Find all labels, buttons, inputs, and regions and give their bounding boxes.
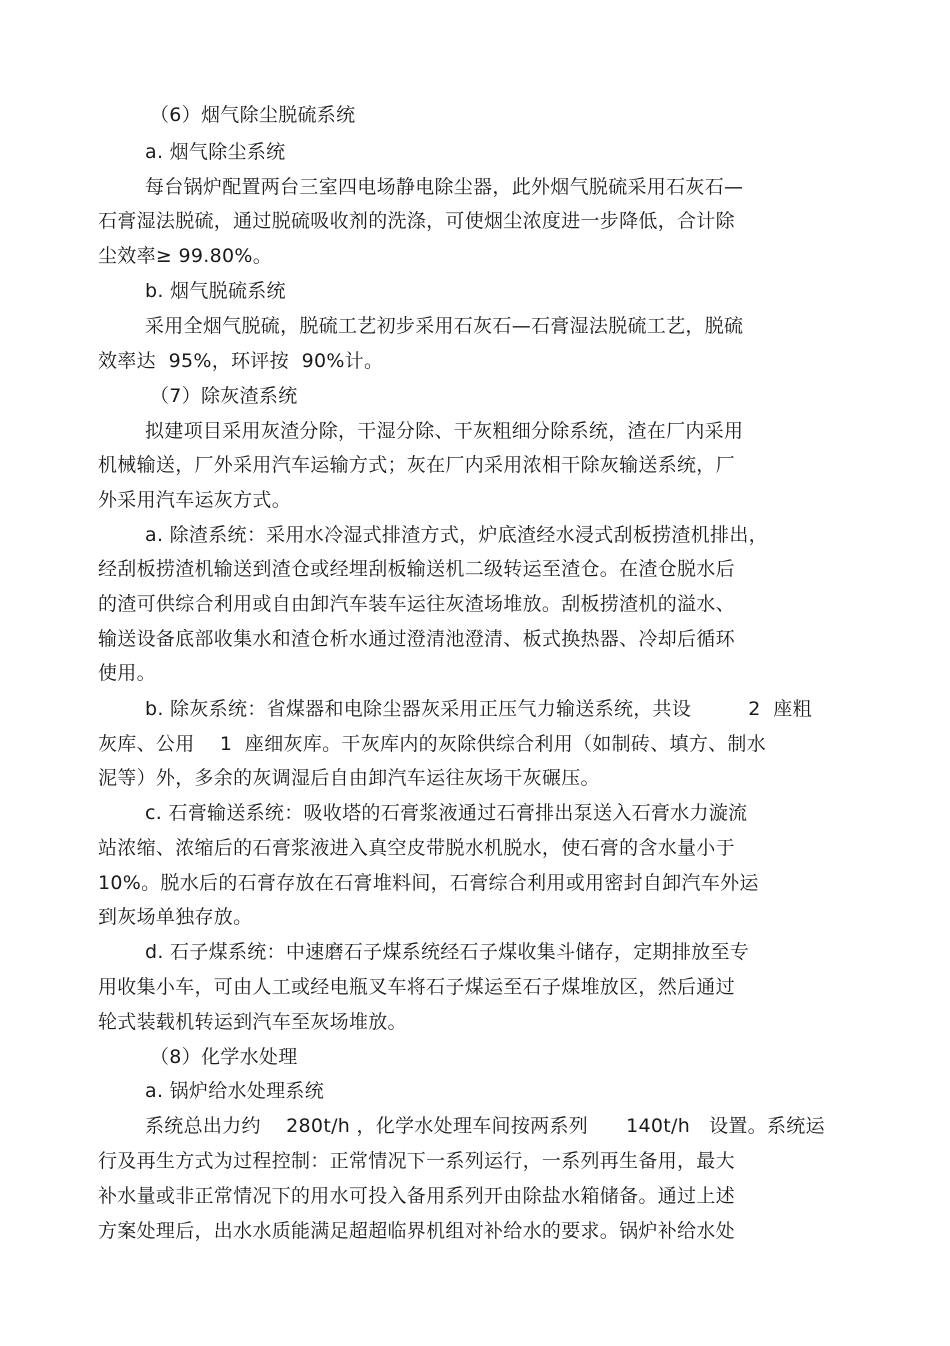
paragraph-line: 每台锅炉配置两台三室四电场静电除尘器，此外烟气脱硫采用石灰石—: [145, 176, 744, 198]
paragraph-line: 经刮板捞渣机输送到渣仓或经埋刮板输送机二级转运至渣仓。在渣仓脱水后: [98, 558, 735, 580]
paragraph-line: 拟建项目采用灰渣分除，干湿分除、干灰粗细分除系统，渣在厂内采用: [145, 420, 744, 442]
paragraph-line: 站浓缩、浓缩后的石膏浆液进入真空皮带脱水机脱水，使石膏的含水量小于: [98, 837, 735, 859]
paragraph-line: d. 石子煤系统：中速磨石子煤系统经石子煤收集斗储存，定期排放至专: [145, 941, 750, 963]
paragraph-line: 使用。: [98, 662, 156, 684]
paragraph-line: 尘效率≥ 99.80%。: [98, 245, 273, 267]
section-heading-6: （6）烟气除尘脱硫系统: [150, 104, 356, 126]
section-heading-7: （7）除灰渣系统: [150, 385, 298, 407]
paragraph-line: 石膏湿法脱硫，通过脱硫吸收剂的洗涤，可使烟尘浓度进一步降低，合计除: [98, 210, 735, 232]
paragraph-line: 输送设备底部收集水和渣仓析水通过澄清池澄清、板式换热器、冷却后循环: [98, 628, 735, 650]
paragraph-line: 效率达 95%，环评按 90%计。: [98, 350, 384, 372]
paragraph-line: 灰库、公用 1 座细灰库。干灰库内的灰除供综合利用（如制砖、填方、制水: [98, 733, 767, 755]
paragraph-line: 行及再生方式为过程控制：正常情况下一系列运行，一系列再生备用，最大: [98, 1150, 735, 1172]
paragraph-line: 采用全烟气脱硫，脱硫工艺初步采用石灰石—石膏湿法脱硫工艺，脱硫: [145, 315, 744, 337]
paragraph-line: b. 除灰系统：省煤器和电除尘器灰采用正压气力输送系统，共设 2 座粗: [145, 698, 812, 720]
paragraph-line: 的渣可供综合利用或自由卸汽车装车运往灰渣场堆放。刮板捞渣机的溢水、: [98, 593, 735, 615]
subheading-dust-removal: a. 烟气除尘系统: [145, 141, 286, 163]
paragraph-line: 泥等）外，多余的灰调湿后自由卸汽车运往灰场干灰碾压。: [98, 767, 600, 789]
subheading-boiler-water: a. 锅炉给水处理系统: [145, 1080, 325, 1102]
paragraph-line: 轮式装载机转运到汽车至灰场堆放。: [98, 1011, 407, 1033]
paragraph-line: 方案处理后，出水水质能满足超超临界机组对补给水的要求。锅炉补给水处: [98, 1220, 735, 1242]
section-heading-8: （8）化学水处理: [150, 1046, 298, 1068]
paragraph-line: 到灰场单独存放。: [98, 906, 253, 928]
paragraph-line: 10%。脱水后的石膏存放在石膏堆料间，石膏综合利用或用密封自卸汽车外运: [98, 872, 759, 894]
paragraph-line: 外采用汽车运灰方式。: [98, 489, 292, 511]
paragraph-line: 机械输送，厂外采用汽车运输方式；灰在厂内采用浓相干除灰输送系统，厂: [98, 454, 735, 476]
subheading-desulfurization: b. 烟气脱硫系统: [145, 280, 286, 302]
paragraph-line: a. 除渣系统：采用水冷湿式排渣方式，炉底渣经水浸式刮板捞渣机排出，: [145, 524, 768, 546]
paragraph-line: 补水量或非正常情况下的用水可投入备用系列开由除盐水箱储备。通过上述: [98, 1185, 735, 1207]
paragraph-line: 用收集小车，可由人工或经电瓶叉车将石子煤运至石子煤堆放区，然后通过: [98, 976, 735, 998]
paragraph-line: 系统总出力约 280t/h ，化学水处理车间按两系列 140t/h 设置。系统运: [145, 1115, 825, 1137]
paragraph-line: c. 石膏输送系统：吸收塔的石膏浆液通过石膏排出泵送入石膏水力漩流: [145, 802, 748, 824]
